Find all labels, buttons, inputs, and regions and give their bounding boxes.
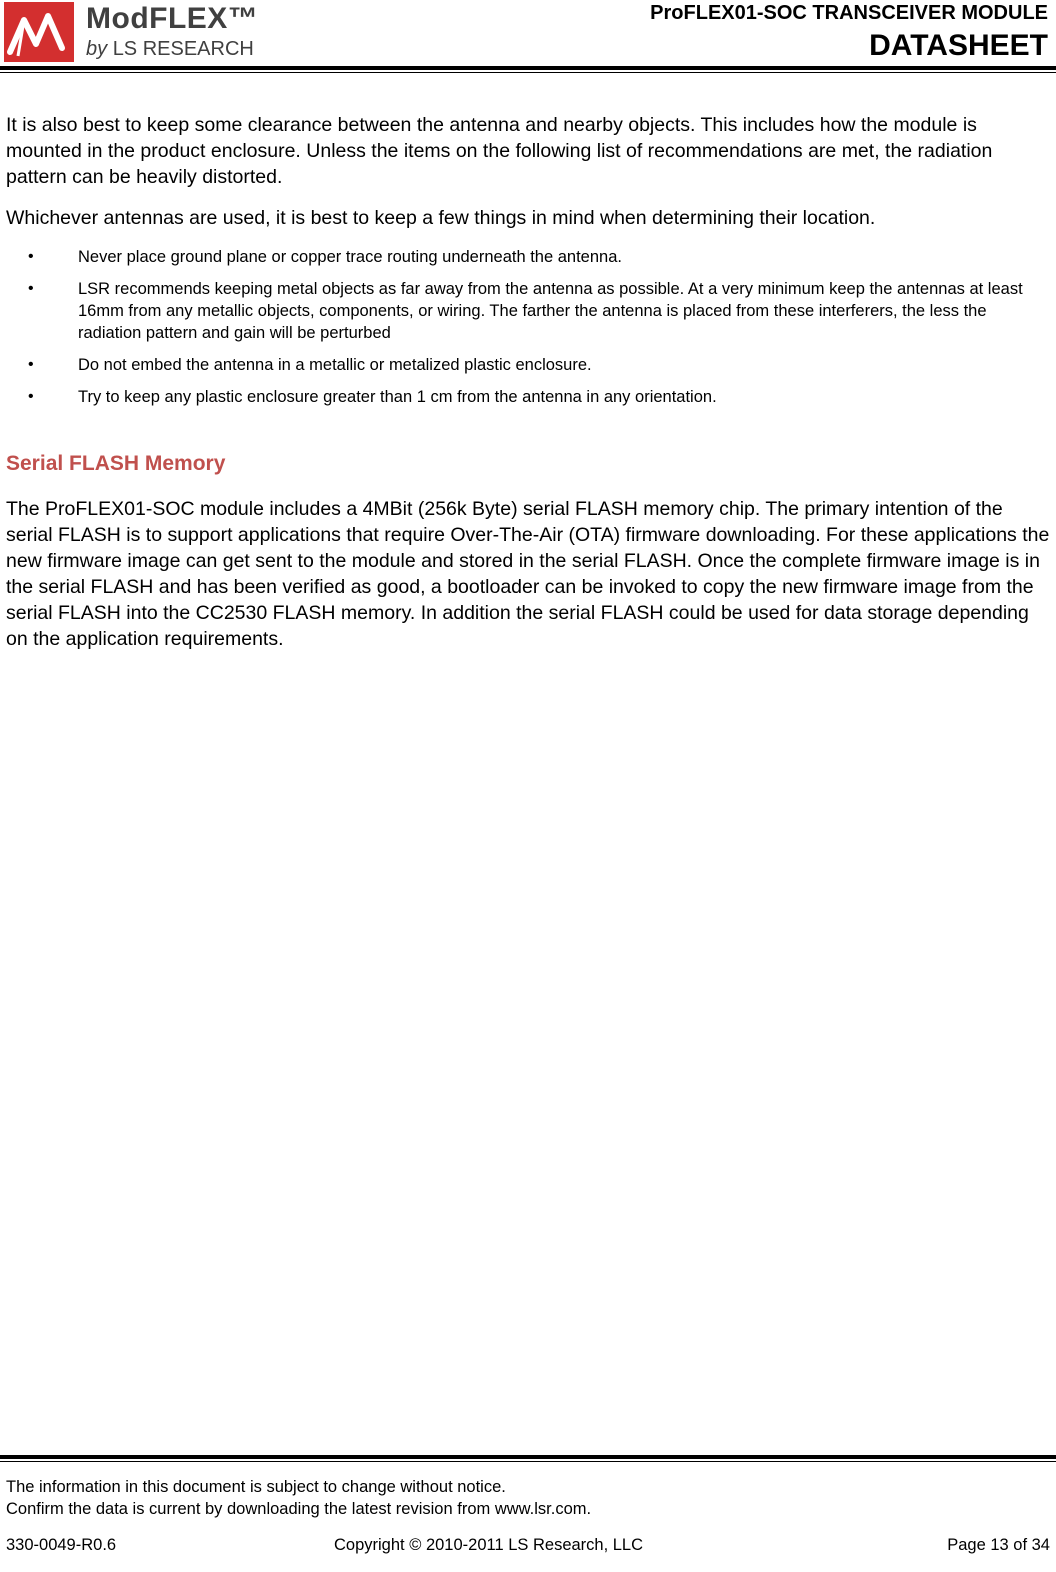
page-footer xyxy=(6,1536,1050,1560)
bullet-icon: • xyxy=(28,248,34,265)
page-number: Page 13 of 34 xyxy=(947,1536,1050,1554)
intro-paragraph: It is also best to keep some clearance between the antenna and nearby objects. This includes how the module is mounted in the product enclosure. Unless the items on the following list of recommendations are met, the radiation pattern can be heavily distorted. xyxy=(6,114,993,188)
footer-rule-thin xyxy=(0,1461,1056,1462)
section-heading: Serial FLASH Memory xyxy=(6,452,226,475)
bullet-icon: • xyxy=(28,356,34,373)
list-item xyxy=(6,246,1052,268)
page-header xyxy=(0,0,1056,76)
bullet-icon: • xyxy=(28,280,34,297)
footer-rule-thick xyxy=(0,1455,1056,1459)
logo-company: LS RESEARCH xyxy=(112,38,254,60)
bullet-icon: • xyxy=(28,388,34,405)
header-rule-thick xyxy=(0,66,1056,70)
modflex-logo-icon xyxy=(4,2,74,62)
list-item-text: Never place ground plane or copper trace routing underneath the antenna. xyxy=(78,248,622,266)
list-item xyxy=(6,386,1052,408)
list-item-text: Do not embed the antenna in a metallic or metalized plastic enclosure. xyxy=(78,356,592,374)
lead-paragraph: Whichever antennas are used, it is best to keep a few things in mind when determining their location. xyxy=(6,207,876,229)
list-item xyxy=(6,278,1052,344)
page-body xyxy=(6,112,1052,652)
document-subtitle: DATASHEET xyxy=(869,29,1048,62)
doc-number: 330-0049-R0.6 xyxy=(6,1536,117,1554)
logo-byline xyxy=(86,38,254,61)
document-title: ProFLEX01-SOC TRANSCEIVER MODULE xyxy=(650,2,1048,24)
logo-by-word: by xyxy=(86,38,108,60)
footer-notice-line1: The information in this document is subject to change without notice. xyxy=(6,1478,506,1496)
copyright: Copyright © 2010-2011 LS Research, LLC xyxy=(334,1536,644,1554)
section-paragraph: The ProFLEX01-SOC module includes a 4MBit (256k Byte) serial FLASH memory chip. The primary intention of the serial FLASH is to support applications that require Over-The-Air (OTA) firmware downloading. For these applications the new firmware image can get sent to the module and stored in the serial FLASH. Once the complete firmware image is in the serial FLASH and has been verified as good, a bootloader can be invoked to copy the new firmware image from the serial FLASH into the CC2530 FLASH memory. In addition the serial FLASH could be used for data storage depending on the application requirements. xyxy=(6,498,1050,650)
logo-brand-text: ModFLEX™ xyxy=(86,2,259,35)
list-item-text: LSR recommends keeping metal objects as far away from the antenna as possible. At a very minimum keep the antennas at least 16mm from any metallic objects, components, or wiring. The farther the antenna is placed from these interferers, the less the radiation pattern and gain will be perturbed xyxy=(78,280,1023,342)
recommendation-list xyxy=(6,246,1052,408)
footer-notice-line2: Confirm the data is current by downloading the latest revision from www.lsr.com. xyxy=(6,1500,592,1518)
list-item-text: Try to keep any plastic enclosure greater than 1 cm from the antenna in any orientation. xyxy=(78,388,717,406)
footer-notice xyxy=(6,1476,591,1520)
header-rule-thin xyxy=(0,72,1056,73)
company-logo xyxy=(4,2,294,64)
list-item xyxy=(6,354,1052,376)
